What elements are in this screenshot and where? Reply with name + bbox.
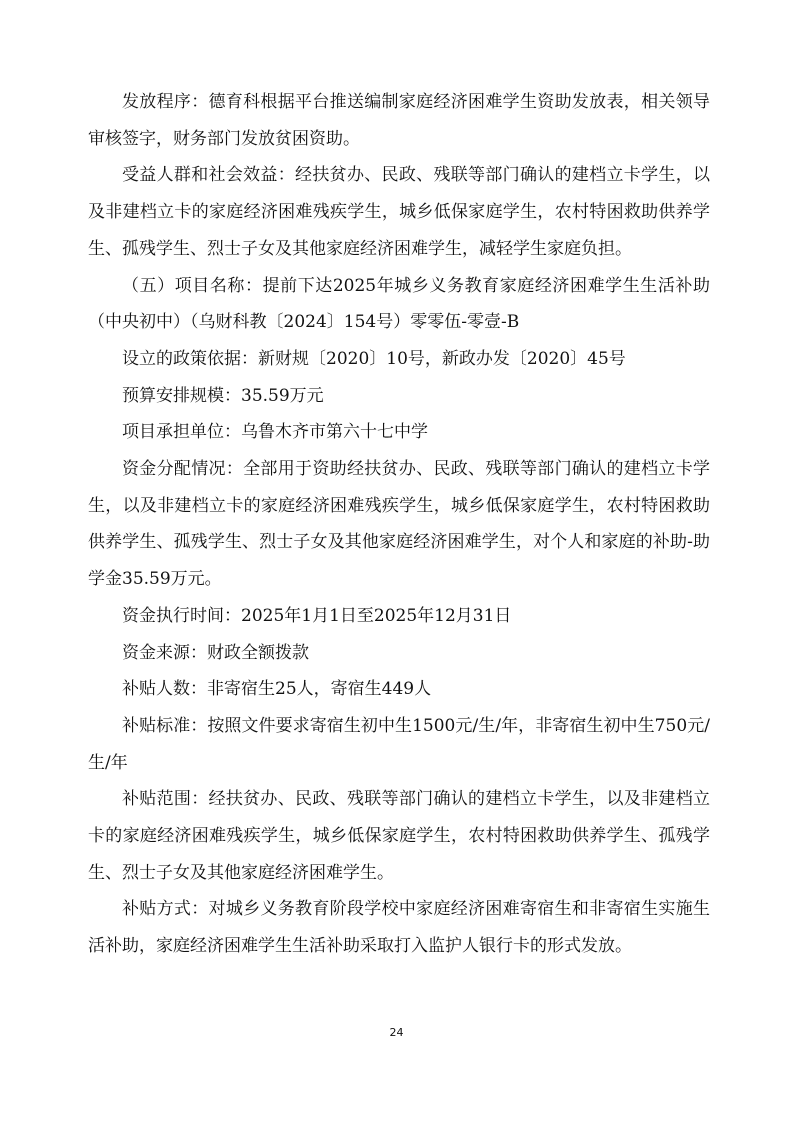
page-number: 24 xyxy=(389,1026,404,1039)
paragraph-undertaking-unit: 项目承担单位：乌鲁木齐市第六十七中学 xyxy=(122,422,428,443)
paragraph-subsidy-standard: 补贴标准：按照文件要求寄宿生初中生1500元/生/年，非寄宿生初中生750元/生/年 xyxy=(88,715,710,773)
paragraph-distribution-procedure: 发放程序：德育科根据平台推送编制家庭经济困难学生资助发放表，相关领导审核签字，财务部门发放贫困资助。 xyxy=(88,92,710,149)
paragraph-project-name: （五）项目名称：提前下达2025年城乡义务教育家庭经济困难学生生活补助（中央初中）（乌财科教〔2024〕154号）零零伍-零壹-B xyxy=(88,275,710,333)
paragraph-subsidy-scope: 补贴范围：经扶贫办、民政、残联等部门确认的建档立卡学生，以及非建档立卡的家庭经济困难残疾学生，城乡低保家庭学生，农村特困救助供养学生、孤残学生、烈士子女及其他家庭经济困难学生。 xyxy=(88,789,710,883)
paragraph-fund-source: 资金来源：财政全额拨款 xyxy=(122,642,309,663)
paragraph-budget-scale: 预算安排规模：35.59万元 xyxy=(122,385,324,406)
paragraph-fund-allocation: 资金分配情况：全部用于资助经扶贫办、民政、残联等部门确认的建档立卡学生，以及非建档立卡的家庭经济困难残疾学生，城乡低保家庭学生，农村特困救助供养学生、孤残学生、烈士子女及其他家庭经济困难学生，对个人和家庭的补助-助学金35.59万元。 xyxy=(88,459,710,590)
paragraph-policy-basis: 设立的政策依据：新财规〔2020〕10号，新政办发〔2020〕45号 xyxy=(122,348,626,369)
document-body xyxy=(88,84,710,965)
paragraph-execution-time: 资金执行时间：2025年1月1日至2025年12月31日 xyxy=(122,605,512,626)
paragraph-subsidy-method: 补贴方式：对城乡义务教育阶段学校中家庭经济困难寄宿生和非寄宿生实施生活补助，家庭经济困难学生生活补助采取打入监护人银行卡的形式发放。 xyxy=(88,899,710,957)
paragraph-subsidy-count: 补贴人数：非寄宿生25人，寄宿生449人 xyxy=(122,679,432,700)
paragraph-beneficiaries: 受益人群和社会效益：经扶贫办、民政、残联等部门确认的建档立卡学生，以及非建档立卡的家庭经济困难残疾学生，城乡低保家庭学生，农村特困救助供养学生、孤残学生、烈士子女及其他家庭经济困难学生，减轻学生家庭负担。 xyxy=(88,165,710,259)
